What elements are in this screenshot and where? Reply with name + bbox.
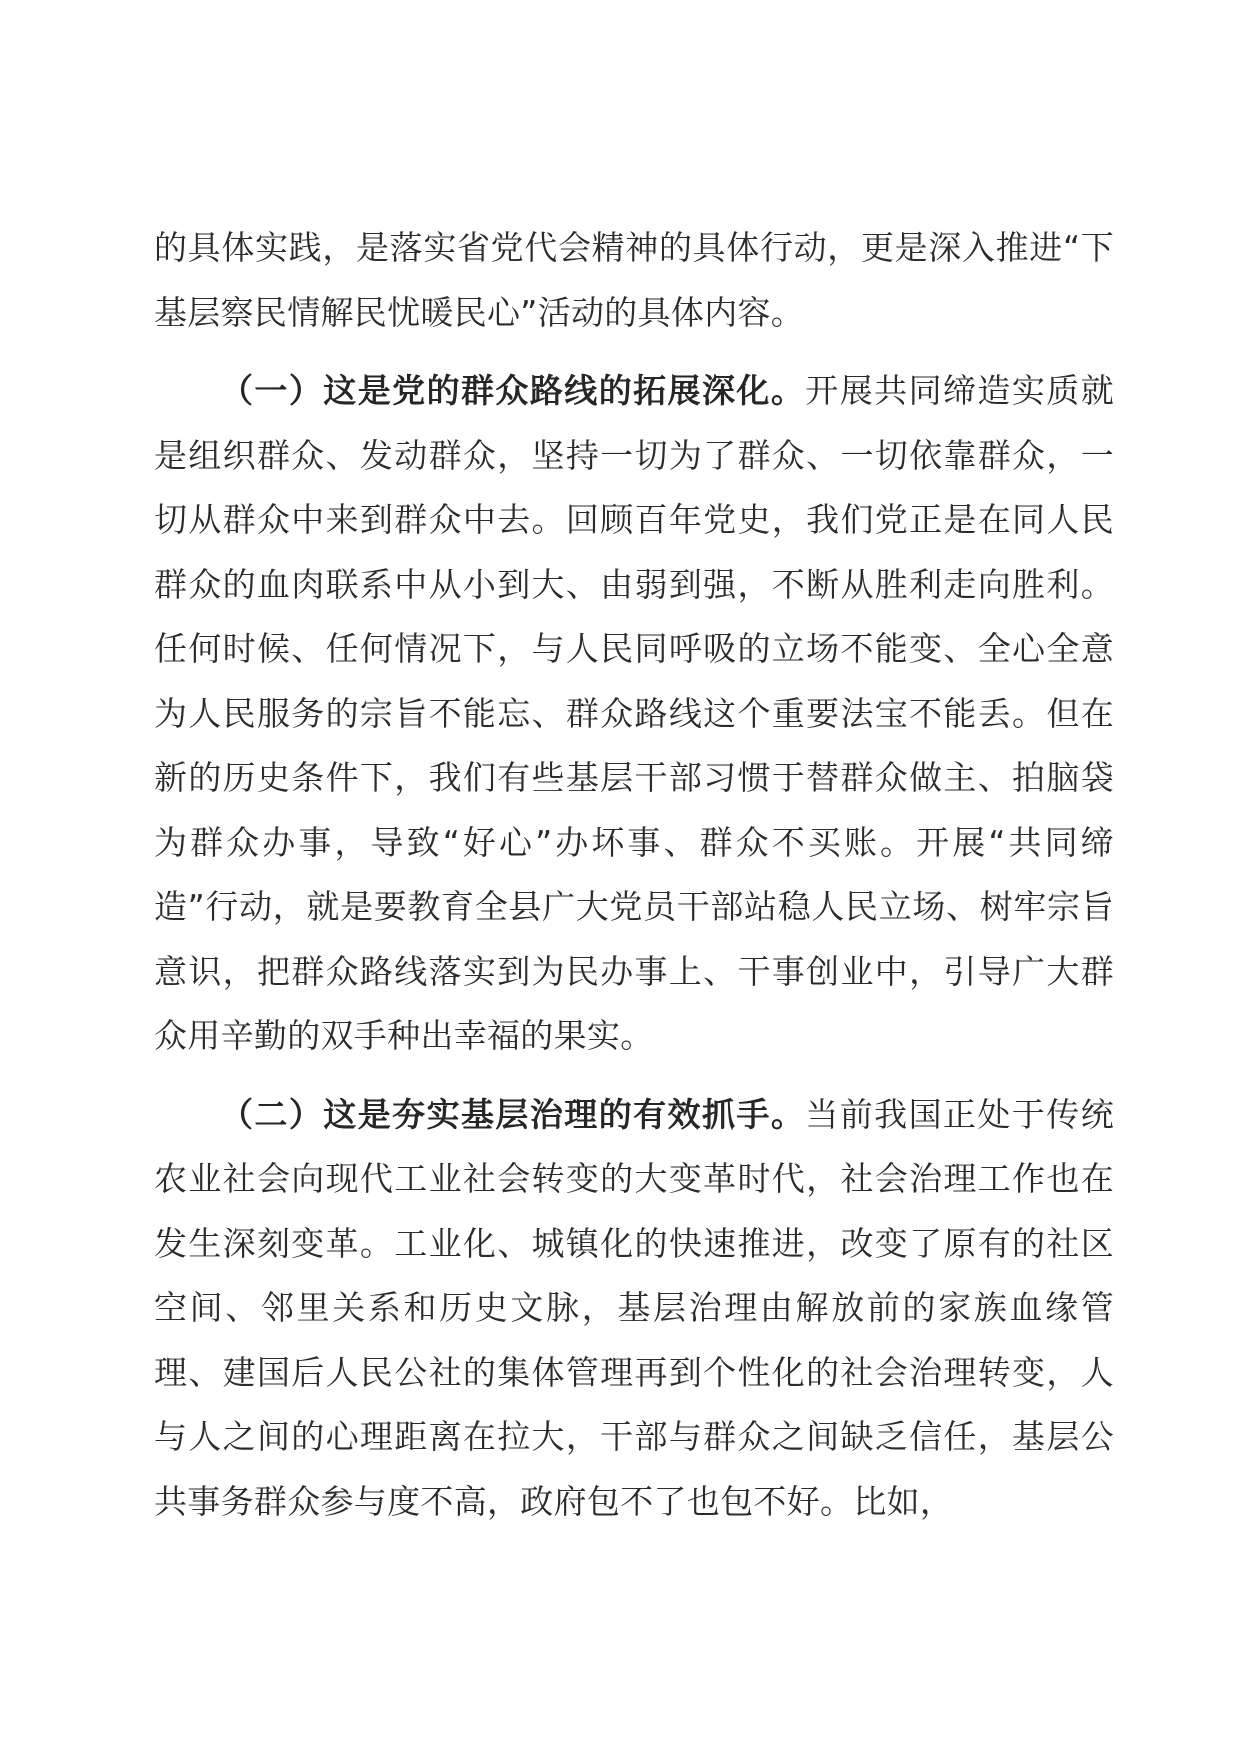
section-1-heading: （一）这是党的群众路线的拓展深化。 — [220, 371, 806, 410]
paragraph-gap — [154, 1069, 1114, 1083]
section-2-heading: （二）这是夯实基层治理的有效抓手。 — [220, 1094, 806, 1134]
paragraph-gap — [154, 345, 1114, 359]
document-page — [154, 216, 1114, 1534]
paragraph-intro-text: 的具体实践，是落实省党代会精神的具体行动，更是深入推进“下基层察民情解民忧暖民心”活动的具体内容。 — [154, 228, 1114, 332]
paragraph-section-1 — [154, 359, 1114, 1069]
section-2-body: 当前我国正处于传统农业社会向现代工业社会转变的大变革时代，社会治理工作也在发生深刻变革。工业化、城镇化的快速推进，改变了原有的社区空间、邻里关系和历史文脉，基层治理由解放前的家族血缘管理、建国后人民公社的集体管理再到个性化的社会治理转变，人与人之间的心理距离在拉大，干部与群众之间缺乏信任，基层公共事务群众参与度不高，政府包不了也包不好。比如， — [154, 1094, 1115, 1521]
paragraph-section-2 — [154, 1083, 1114, 1535]
section-1-body: 开展共同缔造实质就是组织群众、发动群众，坚持一切为了群众、一切依靠群众，一切从群众中来到群众中去。回顾百年党史，我们党正是在同人民群众的血肉联系中从小到大、由弱到强，不断从胜利走向胜利。任何时候、任何情况下，与人民同呼吸的立场不能变、全心全意为人民服务的宗旨不能忘、群众路线这个重要法宝不能丢。但在新的历史条件下，我们有些基层干部习惯于替群众做主、拍脑袋为群众办事，导致“好心”办坏事、群众不买账。开展“共同缔造”行动，就是要教育全县广大党员干部站稳人民立场、树牢宗旨意识，把群众路线落实到为民办事上、干事创业中，引导广大群众用辛勤的双手种出幸福的果实。 — [154, 371, 1115, 1055]
paragraph-intro — [154, 216, 1114, 345]
